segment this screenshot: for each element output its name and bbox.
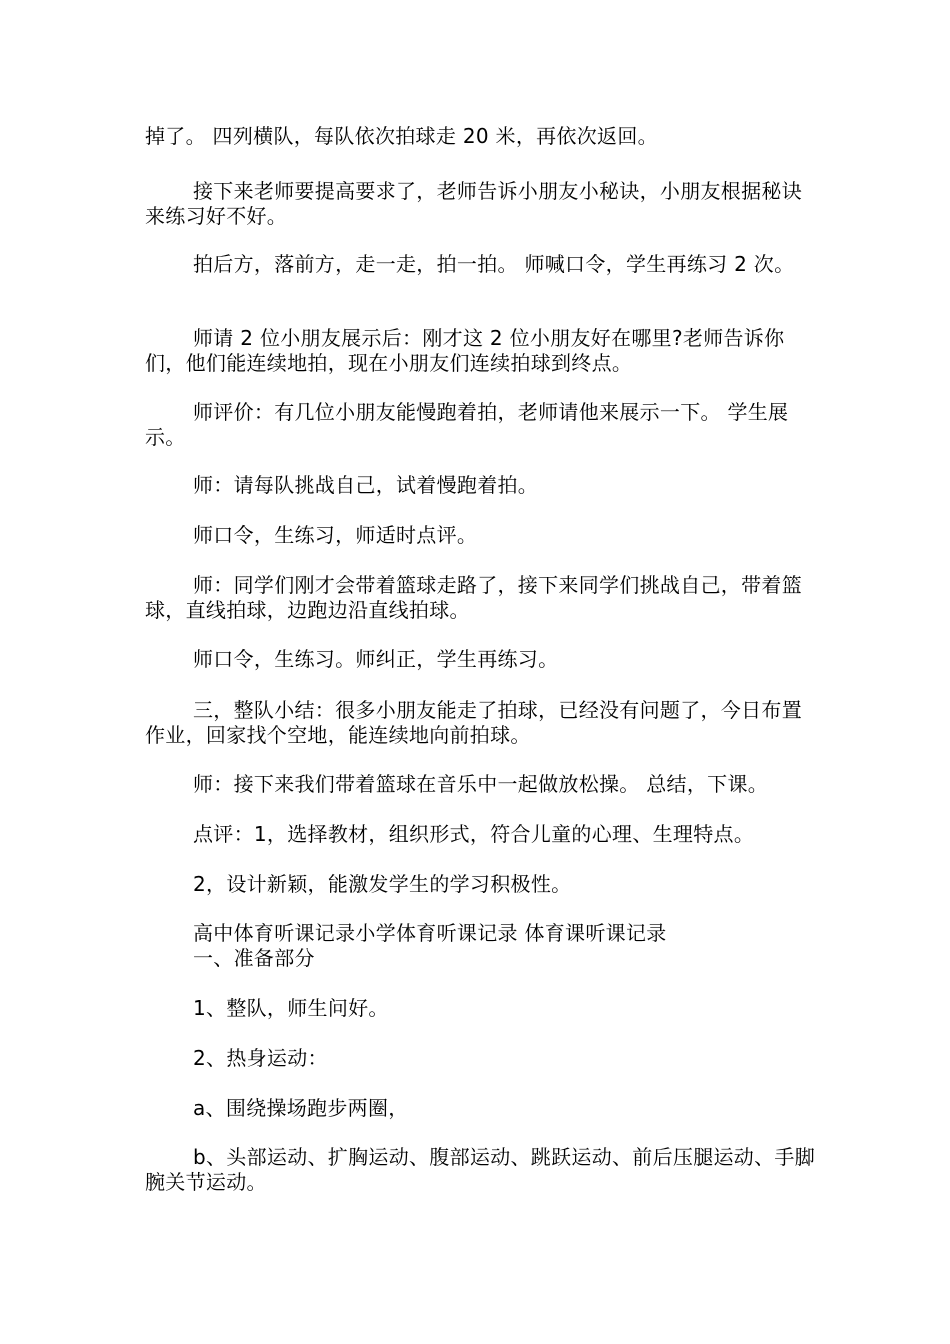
section-heading: 高中体育听课记录小学体育听课记录 体育课听课记录: [193, 921, 667, 945]
list-item: a、围绕操场跑步两圈，: [193, 1096, 409, 1120]
paragraph: 师口令，生练习。师纠正，学生再练习。: [193, 647, 559, 671]
paragraph: 师请 2 位小朋友展示后：刚才这 2 位小朋友好在哪里?老师告诉你们，他们能连续地拍，现在小朋友们连续拍球到终点。: [145, 326, 785, 375]
paragraph: 掉了。 四列横队，每队依次拍球走 20 米，再依次返回。: [145, 124, 658, 148]
paragraph: 接下来老师要提高要求了，老师告诉小朋友小秘诀，小朋友根据秘诀来练习好不好。: [145, 179, 802, 228]
paragraph: 师评价：有几位小朋友能慢跑着拍，老师请他来展示一下。 学生展示。: [145, 400, 789, 449]
list-item: b、头部运动、扩胸运动、腹部运动、跳跃运动、前后压腿运动、手脚腕关节运动。: [145, 1145, 815, 1194]
list-item: 2、热身运动：: [193, 1046, 328, 1070]
paragraph: 2，设计新颖，能激发学生的学习积极性。: [193, 872, 572, 896]
paragraph: 师：请每队挑战自己，试着慢跑着拍。: [193, 473, 539, 497]
paragraph: 师：同学们刚才会带着篮球走路了，接下来同学们挑战自己，带着篮球，直线拍球，边跑边沿直线拍球。: [145, 573, 802, 622]
section-heading: 一、准备部分: [193, 946, 315, 970]
list-item: 1、整队，师生问好。: [193, 996, 389, 1020]
paragraph: 点评：1，选择教材，组织形式，符合儿童的心理、生理特点。: [193, 822, 755, 846]
paragraph: 三，整队小结：很多小朋友能走了拍球，已经没有问题了，今日布置作业，回家找个空地，能连续地向前拍球。: [145, 698, 802, 747]
paragraph: 拍后方，落前方，走一走，拍一拍。 师喊口令，学生再练习 2 次。: [193, 252, 795, 276]
paragraph: 师口令，生练习，师适时点评。: [193, 523, 478, 547]
paragraph: 师：接下来我们带着篮球在音乐中一起做放松操。 总结，下课。: [193, 772, 769, 796]
